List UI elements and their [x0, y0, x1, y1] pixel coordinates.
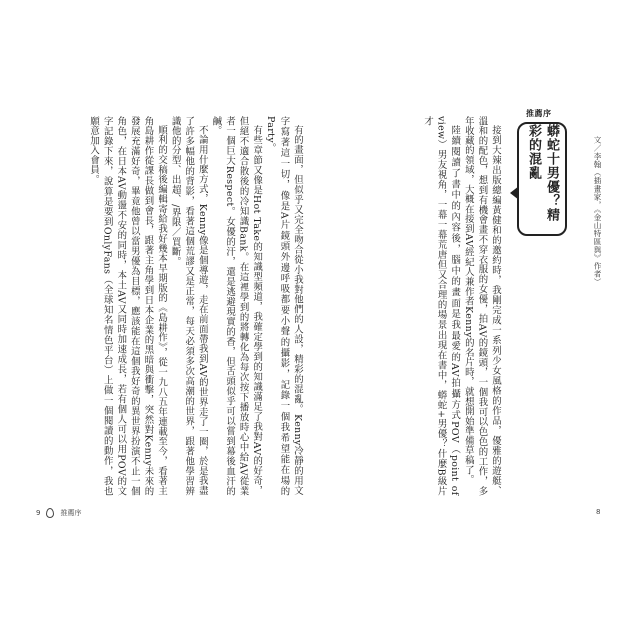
- body-paragraph: 有些章節又像是Hot Take的知識型頻道，我確定學到的知識滿足了我對AV的好奇，但絕不適合散後的冷知識Bank。在這裡學到的將轉化為每次按下播放時心中給AV從業者一個巨大Respect。女優的汗，還是逃避現實的香，但舌頭似乎可以嘗到幕後血汗的鹹。: [210, 116, 263, 496]
- body-paragraph: 接到大辣出版總編黃健和的邀約時，我剛完成一系列少女風格的作品，優雅的遊艇、溫和的配色，想到有機會畫不穿衣服的女優，拍AV的鏡頭，一個我可以色色的工作，多年收藏的領域，大概在接到AV經紀人兼作者Kenny的名片時，就想開始準備草稿了。: [462, 116, 501, 496]
- page-number: 8: [596, 508, 601, 516]
- left-page-body: [42, 116, 304, 496]
- headline-speech-bubble: [517, 122, 567, 236]
- body-paragraph: 有的畫面，但似乎又完全吻合從小我對他們的人設，精彩的混亂。Kenny冷靜的用文字寫著這一切，像是A片鏡頭外邊呼吸都要小聲的攝影，記錄一個我希望能在場的Party。: [264, 116, 303, 496]
- drop-icon: [46, 508, 54, 518]
- body-paragraph: 順利的交稿後編輯寄給我好幾本早期版的《島耕作》，從一九八五年連載至今，看著主角島耕作從課長做到會長，跟著主角學到日本企業的黑暗與衝擊，突然對Kenny未來的發展充滿好奇，畢竟他曾以當男優為目標，應該能在這個我好奇的異世界扮演不止一個角色，在日本AV動盪不安的同時，本土AV又同時加速成長，若有個人可以用POV的文字記錄下來，說算是要到OnlyFans（全球知名情色平台）上做一個閱讀的動作，我也願意加入會員。: [88, 116, 168, 496]
- running-head: 推薦序: [60, 509, 82, 517]
- page-number: 9: [36, 509, 41, 517]
- section-tag: 推薦序: [526, 109, 552, 118]
- left-page: [24, 96, 320, 536]
- right-folio: [596, 508, 600, 516]
- body-paragraph: 不論用什麼方式，Kenny像是個導遊，走在前面帶我到AV的世界走了一圈，於是我盡了許多幅他的背影，看著這個荒謬又是正常，每天必須多次高潮的世界，跟著他學習辨識他的分型、出超、/界限／買斷。: [169, 116, 208, 496]
- body-paragraph: 陸續閱讀了書中的內容後，腦中的畫面是我最愛的AV拍攝方式POV（point of view）男友視角，一幕一幕荒唐但又合理的場景出現在書中，蟒蛇+男優？什麼B級片才: [422, 116, 461, 496]
- left-folio: [36, 508, 81, 518]
- byline: 文／李翰（插畫家，《金山特區與》作者）: [593, 136, 602, 287]
- book-spread: [24, 96, 616, 536]
- right-page-body: [320, 116, 502, 496]
- right-page: [320, 96, 616, 536]
- headline: 蟒蛇十男優？精彩的混亂: [526, 124, 559, 222]
